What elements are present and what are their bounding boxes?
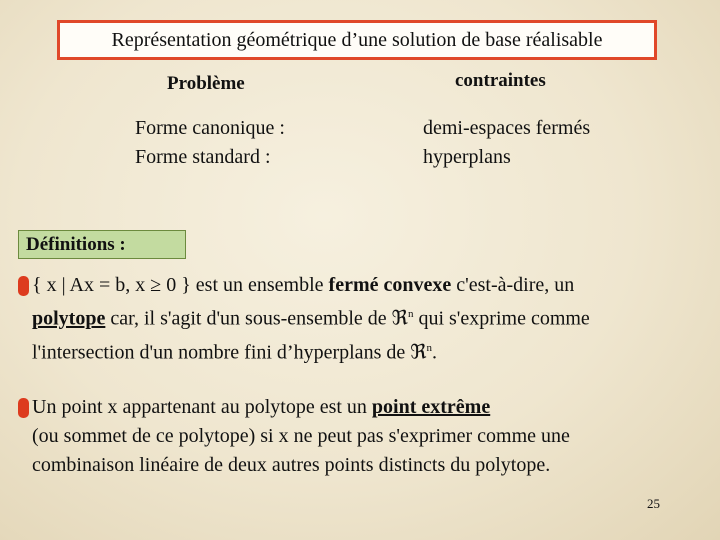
page-number: 25 [647,496,660,511]
row2-right: hyperplans [423,146,511,168]
bullet-icon [18,276,29,296]
definition-1-line3 [32,334,590,368]
bold-ferme: fermé [328,274,379,296]
definition-1-line1 [32,271,590,300]
text-span: . [432,341,438,364]
text-span: car, il s'agit d'un sous-ensemble de ℜ [105,307,408,330]
text-span: Un point x appartenant au polytope est un [32,396,372,418]
definition-1 [32,271,590,367]
definition-2 [32,393,570,480]
definition-2-line3: combinaison linéaire de deux autres points distincts du polytope. [32,454,551,476]
superscript-n: n [426,341,433,354]
term-polytope: polytope [32,307,106,330]
row2-left: Forme standard : [135,146,271,168]
row1-right: demi-espaces fermés [423,117,591,139]
bullet-icon [18,398,29,418]
superscript-n: n [407,308,414,320]
row1-left: Forme canonique : [135,117,285,139]
definition-1-line2 [32,300,590,334]
text-span: { x | Ax = b, x ≥ 0 } est un ensemble [32,274,329,296]
definitions-label: Définitions : [18,230,186,259]
text-span: c'est-à-dire, un [451,274,575,296]
col-header-contraintes: contraintes [455,70,546,91]
term-point-extreme: point extrême [371,396,491,418]
bold-convexe: convexe [383,274,452,296]
definition-2-line1 [32,393,570,422]
text-span: l'intersection d'un nombre fini d’hyperplans de ℜ [32,341,427,364]
col-header-probleme: Problème [167,73,245,94]
definition-2-line2: (ou sommet de ce polytope) si x ne peut pas s'exprimer comme une [32,425,570,447]
text-span: qui s'exprime comme [413,307,590,330]
slide-title: Représentation géométrique d’une solution de base réalisable [57,20,657,60]
